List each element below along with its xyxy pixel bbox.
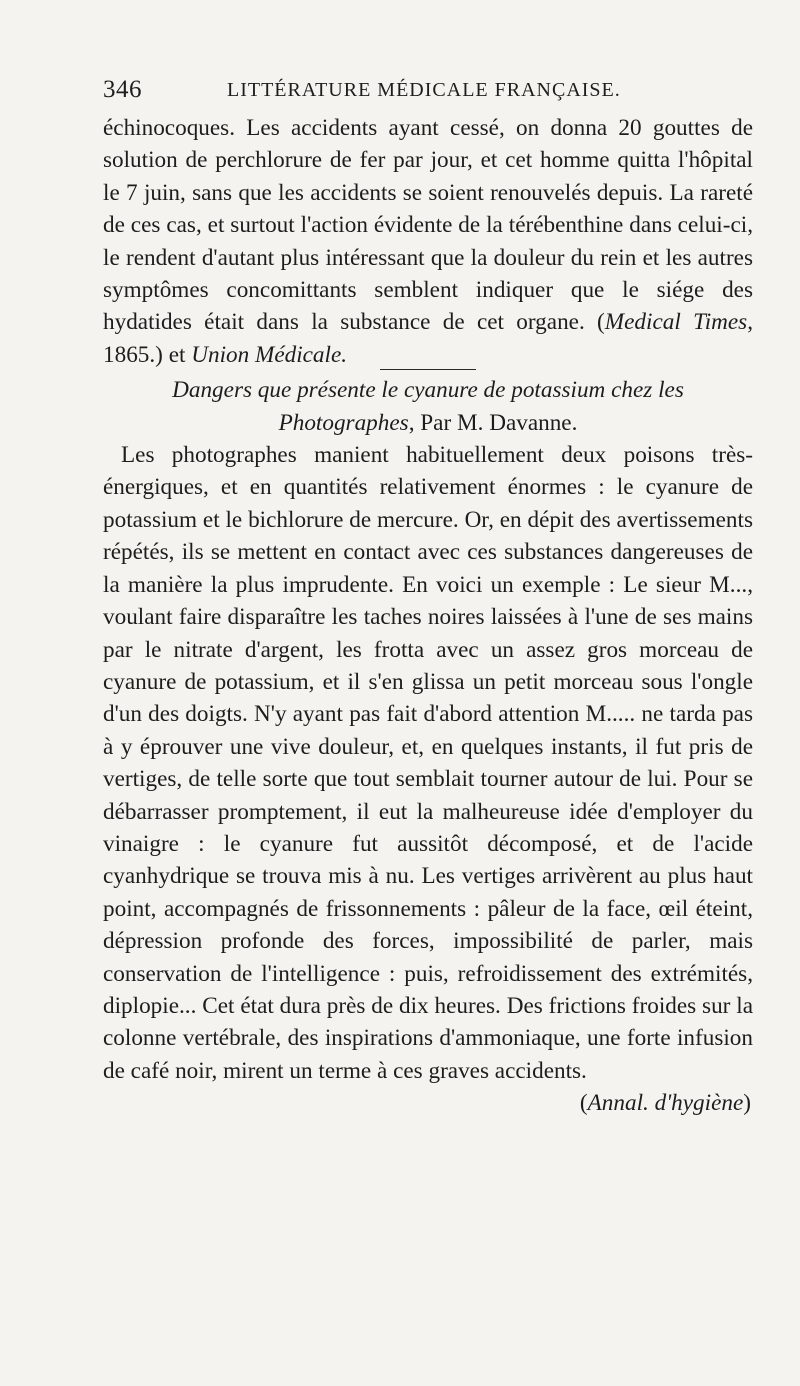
page-header	[103, 76, 753, 112]
article-author: Par M. Davanne.	[420, 409, 578, 436]
citation-year: , 1865.) et	[103, 309, 753, 368]
source-italic: Annal. d'hygiène	[587, 1090, 744, 1117]
article-source	[103, 1087, 753, 1119]
book-page	[103, 76, 753, 1120]
citation-union-medicale: Union Médicale.	[191, 341, 348, 368]
article-title	[103, 374, 753, 439]
article-title-separator: ,	[408, 409, 421, 436]
article-title-italic: Dangers que présente le cyanure de potassium chez les Photographes	[172, 377, 684, 436]
citation-medical-times: Medical Times	[604, 309, 748, 336]
section-divider	[380, 369, 476, 370]
page-number: 346	[103, 76, 142, 103]
running-title: LITTÉRATURE MÉDICALE FRANÇAISE.	[227, 79, 621, 101]
article-body: Les photographes manient habituellement deux poisons très-énergiques, et en quantités relativement énormes : le cyanure de potassium et le bichlorure de mercure. Or, en dépit des avertissements répétés, ils se mettent en contact avec ces substances dangereuses de la manière la plus imprudente. En voici un exemple : Le sieur M..., voulant faire disparaître les taches noires laissées à l'une de ses mains par le nitrate d'argent, les frotta avec un assez gros morceau de cyanure de potassium, et il s'en glissa un petit morceau sous l'ongle d'un des doigts. N'y ayant pas fait d'abord attention M..... ne tarda pas à y éprouver une vive douleur, et, en quelques instants, il fut pris de vertiges, de telle sorte que tout semblait tourner autour de lui. Pour se débarrasser promptement, il eut la malheureuse idée d'employer du vinaigre : le cyanure fut aussitôt décomposé, et de l'acide cyanhydrique se trouva mis à nu. Les vertiges arrivèrent au plus haut point, accompagnés de frissonnements : pâleur de la face, œil éteint, dépression profonde des forces, impossibilité de parler, mais conservation de l'intelligence : puis, refroidissement des extrémités, diplopie... Cet état dura près de dix heures. Des frictions froides sur la colonne vertébrale, des inspirations d'ammoniaque, une forte infusion de café noir, mirent un terme à ces graves accidents.	[103, 442, 753, 1084]
source-close: )	[743, 1090, 751, 1117]
source-open: (	[579, 1090, 588, 1117]
continued-paragraph	[103, 112, 753, 371]
paragraph-text: échinocoques. Les accidents ayant cessé, on donna 20 gouttes de solution de perchlorure de fer par jour, et cet homme quitta l'hôpital le 7 juin, sans que les accidents se soient renouvelés depuis. La rareté de ces cas, et surtout l'action évidente de la térébenthine dans celui-ci, le rendent d'autant plus intéressant que la douleur du rein et les autres symptômes concomittants semblent indiquer que le siége des hydatides était dans la substance de cet organe. (	[103, 115, 753, 336]
